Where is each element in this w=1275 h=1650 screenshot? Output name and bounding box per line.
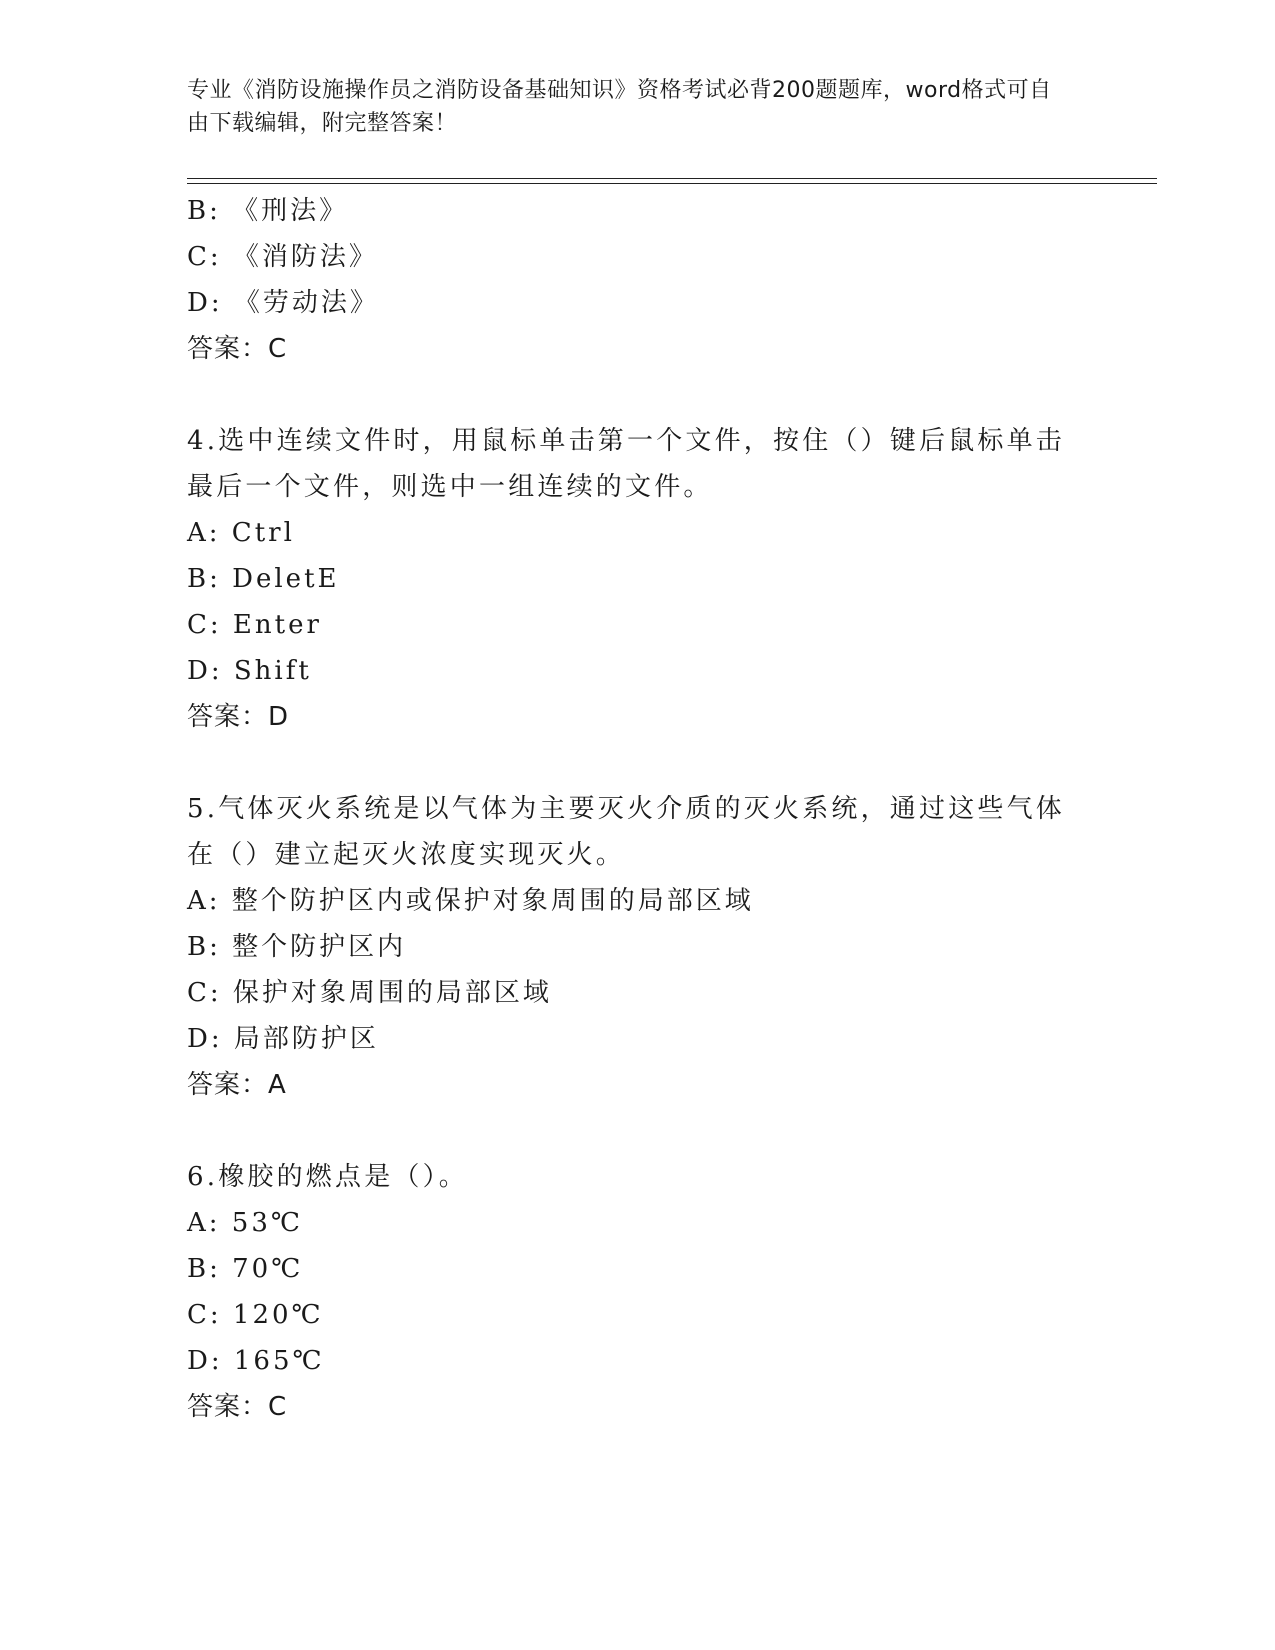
answer-line: 答案：C	[187, 334, 288, 364]
option-b: B: DeletE	[187, 564, 340, 594]
answer-line: 答案：A	[187, 1070, 287, 1100]
option-b: B: 70℃	[187, 1254, 304, 1284]
option-d: D: 《劳动法》	[187, 288, 379, 318]
header-rule-bottom	[187, 183, 1157, 184]
question-4	[187, 418, 1067, 740]
option-d: D: Shift	[187, 656, 312, 686]
option-c: C: Enter	[187, 610, 322, 640]
option-b: B: 整个防护区内	[187, 932, 407, 962]
option-c: C: 《消防法》	[187, 242, 378, 272]
question-6	[187, 1154, 1067, 1430]
question-text: 6.橡胶的燃点是（）。	[187, 1162, 469, 1192]
document-body	[187, 188, 1067, 1430]
option-d: D: 局部防护区	[187, 1024, 379, 1054]
option-a: A: Ctrl	[187, 518, 295, 548]
option-d: D: 165℃	[187, 1346, 325, 1376]
answer-line: 答案：D	[187, 702, 290, 732]
question-text: 4.选中连续文件时，用鼠标单击第一个文件，按住（）键后鼠标单击最后一个文件，则选中一组连续的文件。	[187, 426, 1066, 502]
option-c: C: 120℃	[187, 1300, 324, 1330]
option-b: B: 《刑法》	[187, 196, 349, 226]
question-continued	[187, 188, 1067, 372]
document-header: 专业《消防设施操作员之消防设备基础知识》资格考试必背200题题库，word格式可自由下载编辑，附完整答案！	[187, 78, 1052, 136]
header-rule-top	[187, 178, 1157, 179]
option-a: A: 整个防护区内或保护对象周围的局部区域	[187, 886, 754, 916]
option-a: A: 53℃	[187, 1208, 303, 1238]
question-text: 5.气体灭火系统是以气体为主要灭火介质的灭火系统，通过这些气体在（）建立起灭火浓度实现灭火。	[187, 794, 1066, 870]
question-5	[187, 786, 1067, 1108]
option-c: C: 保护对象周围的局部区域	[187, 978, 552, 1008]
answer-line: 答案：C	[187, 1392, 288, 1422]
